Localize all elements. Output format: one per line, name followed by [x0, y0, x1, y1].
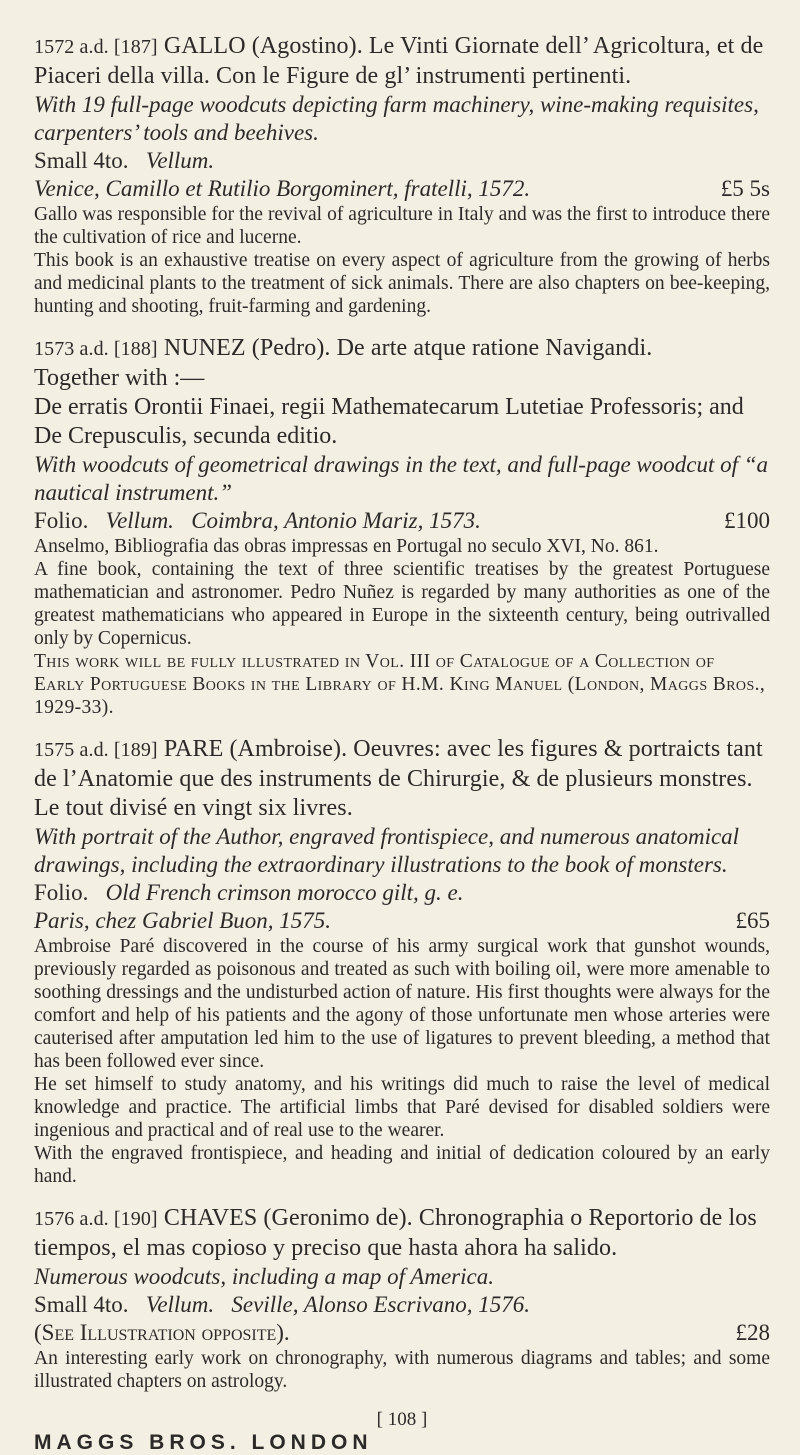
page-number: [ 108 ]: [376, 1409, 428, 1430]
imprint: Paris, chez Gabriel Buon, 1575.: [34, 908, 332, 933]
description-paragraph: An interesting early work on chronography, with numerous diagrams and tables; and some illustrated chapters on astrology.: [34, 1348, 770, 1392]
catalogue-note: This work will be fully illustrated in Vol. III of Catalogue of a Collection of Early Portuguese Books in the Library of H.M. King Manuel (London, Maggs Bros., 1929-33).: [34, 651, 766, 718]
together-with: Together with :—: [34, 365, 205, 391]
format: Folio.: [34, 508, 89, 533]
format: Folio.: [34, 880, 89, 905]
price: £28: [735, 1320, 770, 1345]
illustration-note: Numerous woodcuts, including a map of America.: [34, 1264, 494, 1289]
binding: Old French crimson morocco gilt, g. e.: [105, 880, 464, 905]
description-paragraph: He set himself to study anatomy, and his writings did much to raise the level of medical knowledge and practice. The artificial limbs that Paré devised for disabled soldiers were ingenious and practical and of real use to the wearer.: [34, 1074, 770, 1141]
imprint-price-line: [34, 507, 770, 535]
binding: Vellum.: [105, 508, 174, 533]
bibliographic-reference: Anselmo, Bibliografia das obras impressas en Portugal no seculo XVI, No. 861.: [34, 536, 659, 557]
format-binding: [34, 879, 770, 907]
imprint-price-line: [34, 907, 770, 935]
illustration-note: With 19 full-page woodcuts depicting farm machinery, wine-making requisites, carpenters’ tools and beehives.: [34, 92, 759, 145]
binding: Vellum.: [145, 148, 215, 173]
format-binding-imprint: [34, 1291, 770, 1319]
description-paragraph: Ambroise Paré discovered in the course of his army surgical work that gunshot wounds, previously regarded as poisonous and treated as such with boiling oil, were more amenable to soothing dressings and the undisturbed action of nature. His first thoughts were always for the comfort and help of his patients and the agony of those unfortunate men whose arteries were cauterised after amputation led him to the use of ligatures to prevent bleeding, a method that has been followed ever since.: [34, 936, 770, 1072]
entry-heading: [34, 334, 770, 364]
catalogue-entry-189: [34, 735, 770, 1188]
publisher-footer: MAGGS BROS. LONDON: [34, 1431, 373, 1454]
entry-heading: [34, 735, 770, 823]
description-paragraph: A fine book, containing the text of three scientific treatises by the greatest Portuguese mathematician and astronomer. Pedro Nuñez is regarded by many authorities as one of the greatest mathematicians who appeared in Europe in the sixteenth century, being outrivalled only by Copernicus.: [34, 559, 770, 649]
lot-number: 1573 a.d. [188]: [34, 338, 158, 360]
price: £65: [735, 908, 770, 933]
entry-subtitle: De erratis Orontii Finaei, regii Mathematecarum Lutetiae Professoris; and De Crepusculis, secunda editio.: [34, 394, 744, 449]
lot-number: 1575 a.d. [189]: [34, 739, 158, 761]
description-paragraph: Gallo was responsible for the revival of agriculture in Italy and was the first to introduce there the cultivation of rice and lucerne.: [34, 204, 770, 248]
binding: Vellum.: [145, 1292, 215, 1317]
entry-title: NUNEZ (Pedro). De arte atque ratione Navigandi.: [163, 335, 653, 361]
description-paragraph: This book is an exhaustive treatise on every aspect of agriculture from the growing of herbs and medicinal plants to the treatment of sick animals. There are also chapters on bee-keeping, hunting and shooting, fruit-farming and gardening.: [34, 250, 770, 317]
catalogue-entry-188: [34, 334, 770, 719]
see-illustration-note: (See Illustration opposite).: [34, 1320, 290, 1345]
entry-heading: [34, 1204, 770, 1263]
imprint: Coimbra, Antonio Mariz, 1573.: [191, 508, 481, 533]
price: £5 5s: [720, 176, 770, 201]
imprint-price-line: [34, 175, 770, 203]
description-paragraph: With the engraved frontispiece, and heading and initial of dedication coloured by an early hand.: [34, 1143, 770, 1187]
entry-title: GALLO (Agostino). Le Vinti Giornate dell’ Agricoltura, et de Piaceri della villa. Con le Figure de gl’ instrumenti pertinenti.: [34, 33, 764, 89]
format: Small 4to.: [34, 1292, 129, 1317]
price: £100: [724, 508, 770, 533]
lot-number: 1572 a.d. [187]: [34, 36, 158, 58]
illustration-note: With portrait of the Author, engraved frontispiece, and numerous anatomical drawings, including the extraordinary illustrations to the book of monsters.: [34, 824, 740, 877]
entry-title: CHAVES (Geronimo de). Chronographia o Reportorio de los tiempos, el mas copioso y preciso que hasta ahora ha salido.: [34, 1205, 757, 1261]
imprint: Seville, Alonso Escrivano, 1576.: [231, 1292, 530, 1317]
entry-heading: [34, 32, 770, 91]
illustration-note: With woodcuts of geometrical drawings in the text, and full-page woodcut of “a nautical instrument.”: [34, 452, 769, 505]
catalogue-entry-187: [34, 32, 770, 318]
catalogue-entry-190: [34, 1204, 770, 1393]
format: Small 4to.: [34, 148, 129, 173]
entry-title: PARE (Ambroise). Oeuvres: avec les figures & portraicts tant de l’Anatomie que des instruments de Chirurgie, & de plusieurs monstres. Le tout divisé en vingt six livres.: [34, 736, 763, 821]
see-price-line: [34, 1319, 770, 1347]
format-binding: [34, 147, 770, 175]
lot-number: 1576 a.d. [190]: [34, 1208, 158, 1230]
imprint: Venice, Camillo et Rutilio Borgominert, fratelli, 1572.: [34, 176, 531, 201]
